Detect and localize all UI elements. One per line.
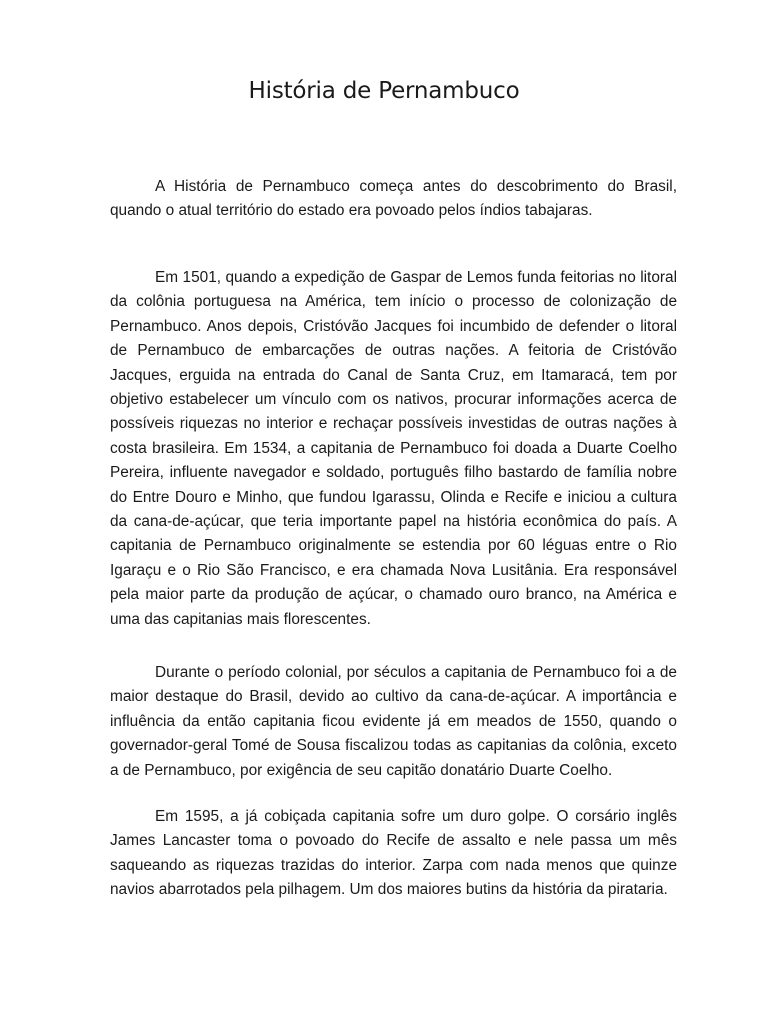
paragraph-intro: A História de Pernambuco começa antes do descobrimento do Brasil, quando o atual território do estado era povoado pelos índios tabajaras. [110,178,677,220]
document-title: História de Pernambuco [248,78,520,104]
paragraph-colonization: Em 1501, quando a expedição de Gaspar de Lemos funda feitorias no litoral da colônia portuguesa na América, tem início o processo de colonização de Pernambuco. Anos depois, Cristóvão Jacques foi incumbido de defender o litoral de Pernambuco de embarcações de outras nações. A feitoria de Cristóvão Jacques, erguida na entrada do Canal de Santa Cruz, em Itamaracá, tem por objetivo estabelecer um vínculo com os nativos, procurar informações acerca de possíveis riquezas no interior e rechaçar possíveis investidas de outras nações à costa brasileira. Em 1534, a capitania de Pernambuco foi doada a Duarte Coelho Pereira, influente navegador e soldado, português filho bastardo de família nobre do Entre Douro e Minho, que fundou Igarassu, Olinda e Recife e iniciou a cultura da cana-de-açúcar, que teria importante papel na história econômica do país. A capitania de Pernambuco originalmente se estendia por 60 léguas entre o Rio Igaraçu e o Rio São Francisco, e era chamada Nova Lusitânia. Era responsável pela maior parte da produção de açúcar, o chamado ouro branco, na América e uma das capitanias mais florescentes. [110,269,677,628]
paragraph-colonial-period: Durante o período colonial, por séculos a capitania de Pernambuco foi a de maior destaque do Brasil, devido ao cultivo da cana-de-açúcar. A importância e influência da então capitania ficou evidente já em meados de 1550, quando o governador-geral Tomé de Sousa fiscalizou todas as capitanias da colônia, exceto a de Pernambuco, por exigência de seu capitão donatário Duarte Coelho. [110,664,677,779]
paragraph-piracy: Em 1595, a já cobiçada capitania sofre um duro golpe. O corsário inglês James Lancaster toma o povoado do Recife de assalto e nele passa um mês saqueando as riquezas trazidas do interior. Zarpa com nada menos que quinze navios abarrotados pela pilhagem. Um dos maiores butins da história da pirataria. [110,808,677,899]
